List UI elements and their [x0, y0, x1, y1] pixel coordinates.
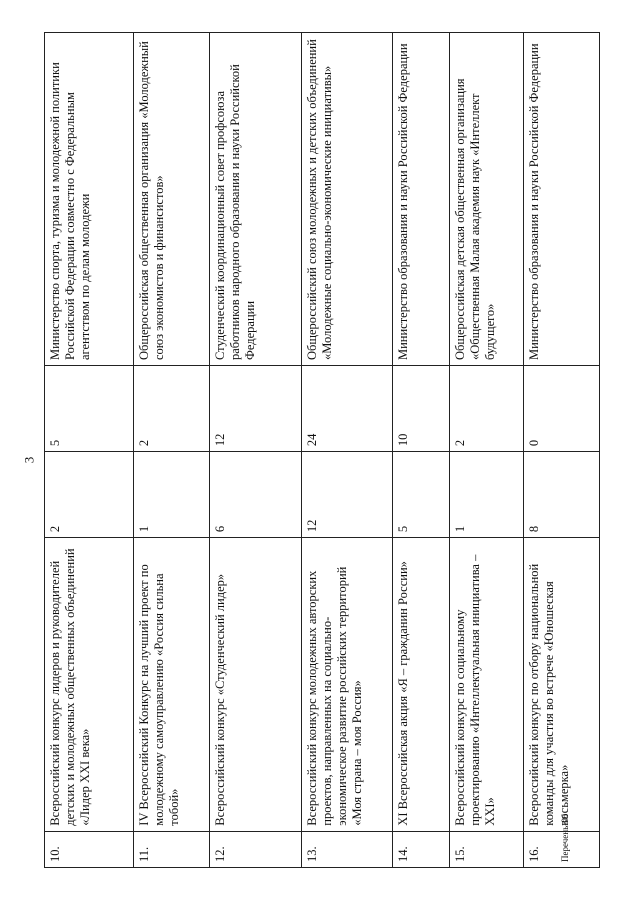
count-a: 12: [301, 452, 392, 538]
row-number: 10.: [45, 831, 134, 867]
organizer: Министерство образования и науки Российской Федерации: [392, 33, 449, 366]
table-row: [45, 33, 134, 868]
count-b: 24: [301, 366, 392, 452]
table-row: [450, 33, 524, 868]
organizer: Министерство спорта, туризма и молодежной политики Российской Федерации совместно с Федеральным агентством по делам молодежи: [45, 33, 134, 366]
table-row: [133, 33, 209, 868]
event-name: Всероссийский конкурс лидеров и руководителей детских и молодежных общественных объединений «Лидер XXI века»: [45, 538, 134, 832]
table-row: [209, 33, 301, 868]
event-name: Всероссийский конкурс по социальному проектированию «Интеллектуальная инициатива – XXI»: [450, 538, 524, 832]
row-number: 14.: [392, 831, 449, 867]
organizer: Общероссийская детская общественная организация «Общественная Малая академия наук «Интеллект будущего»: [450, 33, 524, 366]
count-b: 2: [133, 366, 209, 452]
page-number: 3: [21, 456, 37, 464]
table-row: [392, 33, 449, 868]
table-row: [524, 33, 600, 868]
organizer: Общероссийский союз молодежных и детских объединений «Молодежные социально-экономические инициативы»: [301, 33, 392, 366]
count-b: 0: [524, 366, 600, 452]
count-b: 2: [450, 366, 524, 452]
event-name: Всероссийский конкурс «Студенческий лидер»: [209, 538, 301, 832]
table-row: [301, 33, 392, 868]
organizer: Общероссийская общественная организация «Молодежный союз экономистов и финансистов»: [133, 33, 209, 366]
organizer: Министерство образования и науки Российской Федерации: [524, 33, 600, 366]
count-b: 12: [209, 366, 301, 452]
row-number: 12.: [209, 831, 301, 867]
row-number: 13.: [301, 831, 392, 867]
count-a: 2: [45, 452, 134, 538]
event-name: Всероссийский конкурс по отбору национальной команды для участия во встрече «Юношеская восьмерка»: [524, 538, 600, 832]
row-number: 16.: [524, 831, 600, 867]
organizer: Студенческий координационный совет профсоюза работников народного образования и науки Российской Федерации: [209, 33, 301, 366]
footer-code: Перечень-06: [560, 813, 570, 862]
row-number: 15.: [450, 831, 524, 867]
count-a: 1: [133, 452, 209, 538]
count-a: 6: [209, 452, 301, 538]
event-name: Всероссийский конкурс молодежных авторских проектов, направленных на социально-экономическое развитие российских территорий «Моя страна – моя Россия»: [301, 538, 392, 832]
event-name: XI Всероссийская акция «Я – гражданин России»: [392, 538, 449, 832]
event-name: IV Всероссийский Конкурс на лучший проект по молодежному самоуправлению «Россия сильна тобой»: [133, 538, 209, 832]
count-a: 1: [450, 452, 524, 538]
count-a: 8: [524, 452, 600, 538]
count-b: 5: [45, 366, 134, 452]
row-number: 11.: [133, 831, 209, 867]
count-b: 10: [392, 366, 449, 452]
events-table: [44, 32, 600, 868]
rotated-table-container: [44, 32, 600, 868]
count-a: 5: [392, 452, 449, 538]
